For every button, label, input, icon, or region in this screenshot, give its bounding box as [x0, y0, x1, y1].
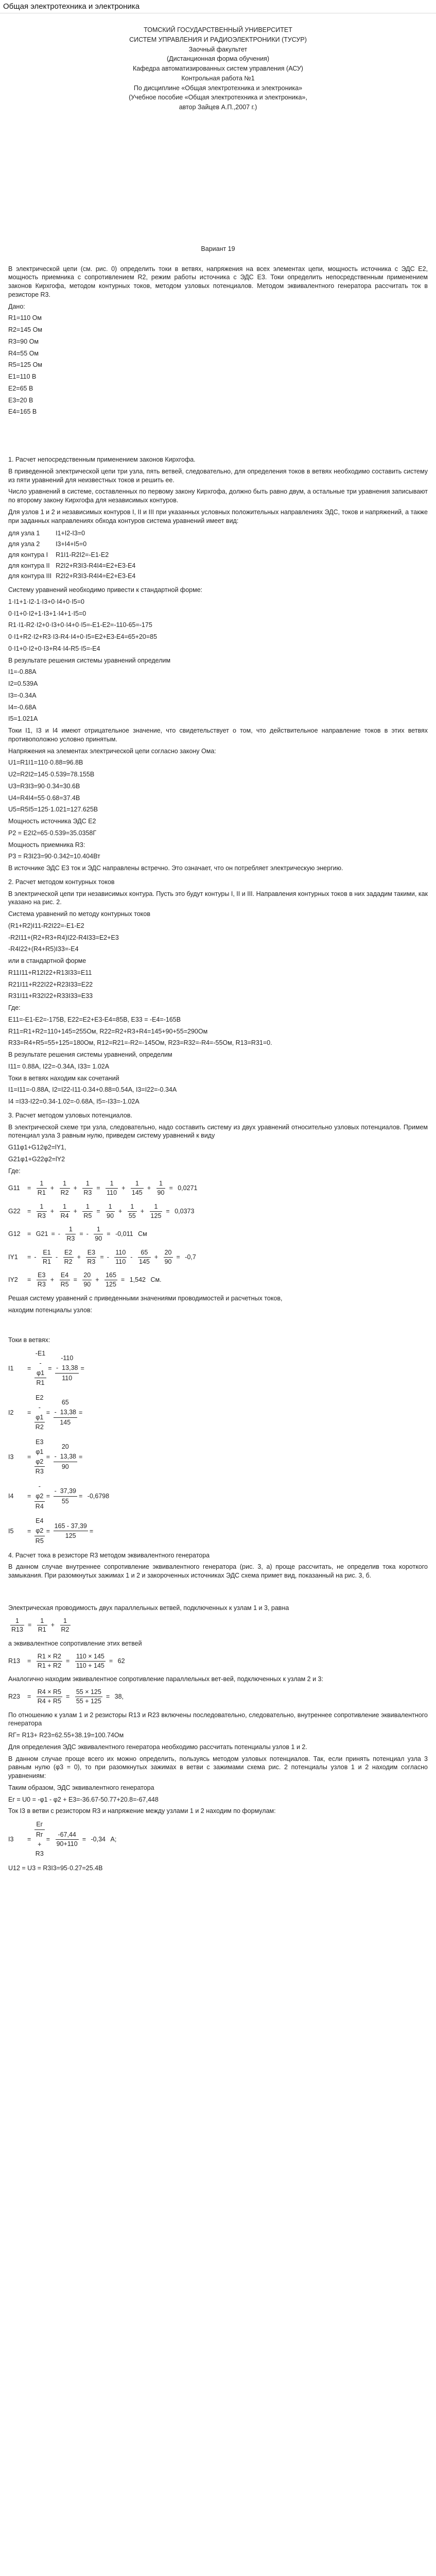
coefficients: R11=R1+R2=110+145=255Ом, R22=R2+R3+R4=145+90+55=290Ом [8, 1027, 208, 1035]
coefficients: R33=R4+R5=55+125=180Ом, R12=R21=-R2=-145Ом, R23=R32=-R4=-55Ом, R13=R31=0. [8, 1039, 272, 1047]
fraction: $\frac{1}{R13}$ [11, 1617, 23, 1634]
fraction: Eг Rг + R3 [35, 1821, 44, 1858]
equation-row [8, 571, 139, 582]
given-item: E2=65 В [8, 384, 33, 392]
formula-lhs: G12 [8, 1230, 21, 1238]
fraction: $\frac{1}{R5}$ [83, 1202, 92, 1219]
fraction: $\frac{1}{R4}$ [60, 1202, 69, 1219]
formula-lhs: G22 [8, 1207, 21, 1215]
result-value: I2=0.539A [8, 680, 38, 687]
header-line: ТОМСКИЙ ГОСУДАРСТВЕННЫЙ УНИВЕРСИТЕТ [144, 26, 292, 33]
fraction: $\frac{-67,44}{90+110}$ [56, 1831, 78, 1848]
equation: G21φ1+G22φ2=lY2 [8, 1155, 65, 1163]
fraction: $\frac{165}{125}$ [106, 1272, 116, 1288]
equation: R2I2+R3I3-R4I4=E2+E3-E4 [56, 562, 136, 569]
equation: (R1+R2)I11-R2I22=-E1-E2 [8, 922, 84, 929]
document-body [0, 13, 436, 1873]
formula-result: 38, [114, 1692, 124, 1700]
header-line: (Дистанционная форма обучения) [167, 55, 269, 63]
fraction: $\frac{E4}{R5}$ [60, 1272, 69, 1288]
formula-term: G21 [36, 1230, 48, 1238]
result-value: I5=1.021A [8, 715, 38, 723]
result-value: Eг = U0 = -φ1 - φ2 + E3=-36.67-50.77+20.8=-67,448 [8, 1795, 159, 1803]
given-item: R4=55 Ом [8, 349, 39, 357]
header-line: Контрольная работа №1 [181, 74, 255, 82]
equation: G11φ1+G12φ2=lY1, [8, 1144, 66, 1151]
given-item: E3=20 В [8, 396, 33, 404]
result-value: I1=I11=-0.88A, I2=I22-I11-0.34+0.88=0.54A, I3=I22=-0.34A [8, 1086, 177, 1094]
formula-lhs: G11 [8, 1184, 20, 1192]
equation-label: для контура I [8, 551, 48, 558]
formula-r13: R13 = $\frac{R1 \times R2}{R1 + R2}$ = $\frac{110 \times 145}{110 + 145}$ = 62 [8, 1652, 125, 1669]
header-line: Заочный факультет [188, 45, 248, 53]
formula-i2: I2 = E2 - φ1 R2 = 65 - 13,38 145 = [8, 1393, 428, 1432]
fraction: $\frac{1}{90}$ [157, 1180, 165, 1196]
formula-unit: A; [110, 1835, 117, 1843]
paragraph: Напряжения на элементах электрической цепи согласно закону Ома: [8, 747, 216, 755]
paragraph: Число уравнений в системе, составленных по первому закону Кирхгофа, должно быть равно двум, а остальные три уравнения записывают по второму закону Кирхгофа для независимых контуров. [8, 488, 428, 504]
formula-g22: G22 = $\frac{1}{R3}$ + $\frac{1}{R4}$ + $\frac{1}{R5}$ = $\frac{1}{90}$ + $\frac{1}{55}$ + $\frac{1}{125}$ = 0,0373 [8, 1202, 195, 1219]
paragraph: В результате решения системы уравнений определим [8, 656, 171, 664]
formula-unit: См [138, 1230, 147, 1238]
paragraph: Токи в ветвях: [8, 1336, 50, 1344]
equation-label: для контура III [8, 572, 52, 580]
paragraph: Токи I1, I3 и I4 имеют отрицательное значение, что свидетельствует о том, что действительное направление токов в этих ветвях противоположно условно принятым. [8, 727, 428, 743]
fraction: $\frac{E3}{R3}$ [87, 1248, 96, 1265]
fraction: -E1 - φ1 R1 [35, 1350, 46, 1387]
given-item: R1=110 Ом [8, 314, 42, 322]
formula-lhs: IY2 [8, 1276, 18, 1284]
equation-row [8, 550, 139, 561]
equation: 0·I1+0·I2+0·I3+R4·I4-R5·I5=-E4 [8, 645, 100, 652]
fraction: $\frac{1}{R1}$ [38, 1617, 46, 1634]
formula-lhs: R23 [8, 1692, 20, 1700]
given-item: R2=145 Ом [8, 326, 42, 333]
fraction: E2 - φ1 R2 [35, 1394, 44, 1431]
paragraph: Для узлов 1 и 2 и независимых контуров I, II и III при указанных условных положительных направлениях ЭДС, токов и напряжений, а также при заданных направлениях обхода контуров система уравнений имеет вид: [8, 508, 428, 524]
fraction: $\frac{65}{145}$ [138, 1248, 150, 1265]
equation: R21I11+R22I22+R23I33=E22 [8, 980, 93, 988]
equation: R31I11+R32I22+R33I33=E33 [8, 992, 93, 1000]
given-item: E1=110 В [8, 373, 37, 380]
fraction: $\frac{1}{110}$ [107, 1180, 117, 1196]
paragraph: Электрическая проводимость двух параллельных ветвей, подключенных к узлам 1 и 3, равна [8, 1604, 289, 1612]
formula-result: 0,0271 [178, 1184, 198, 1192]
coefficients: E11=-E1-E2=-175B, E22=E2+E3-E4=85B, E33 = -E4=-165B [8, 1015, 181, 1023]
fraction: $\frac{55 \times 125}{55 + 125}$ [76, 1688, 101, 1705]
paragraph: находим потенциалы узлов: [8, 1306, 93, 1314]
fraction: $\frac{1}{R3}$ [66, 1226, 75, 1242]
equation-row [8, 528, 139, 539]
section-title: 2. Расчет методом контурных токов [8, 878, 115, 886]
section-node-potentials [8, 1111, 428, 1546]
formula-lhs: I5 [8, 1527, 14, 1535]
voltage-value: U4=R4I4=55·0.68=37.4B [8, 794, 80, 802]
formula-i3: I3 = E3 φ1 φ2 R3 = 20 - 13,38 90 = [8, 1437, 428, 1477]
paragraph: Решая систему уравнений с приведенными значениями проводимостей и расчетных токов, [8, 1294, 283, 1302]
formula-result: -0,011 [115, 1230, 133, 1238]
title-page-header [8, 26, 428, 112]
paragraph: В данном случае проще всего их можно определить, пользуясь методом узловых потенциалов. Так, если принять потенциал узла 3 равным нулю (φ3 = 0), то при разомкнутых зажимах в ветви с зажимами схема рис. 2 потенциалы узлов 1 и 2 находим согласно уравнениям: [8, 1755, 428, 1780]
equation: 0·I1+0·I2+1·I3+1·I4+1·I5=0 [8, 609, 86, 617]
formula-r23: R23 = $\frac{R4 \times R5}{R4 + R5}$ = $\frac{55 \times 125}{55 + 125}$ = 38, [8, 1688, 124, 1705]
result-value: I11= 0.88A, I22=-0.34A, I33= 1.02A [8, 1062, 110, 1070]
given-item: R3=90 Ом [8, 337, 39, 345]
result-value: RГ= R13+ R23=62.55+38.19=100.74Ом [8, 1732, 124, 1739]
paragraph: или в стандартной форме [8, 957, 86, 964]
formula-lhs: IY1 [8, 1253, 18, 1261]
formula-result: 62 [117, 1657, 125, 1665]
section-equivalent-generator [8, 1551, 428, 1873]
formula-lhs: I4 [8, 1493, 14, 1500]
voltage-value: U1=R1I1=110·0.88=96.8B [8, 759, 83, 767]
paragraph: В результате решения системы уравнений, определим [8, 1051, 172, 1058]
fraction: $\frac{110 \times 145}{110 + 145}$ [76, 1652, 104, 1669]
fraction: $\frac{R1 \times R2}{R1 + R2}$ [37, 1652, 62, 1669]
formula-g12: G12 = G21 = - $\frac{1}{R3}$ = - $\frac{1}{90}$ = -0,011 См [8, 1226, 147, 1242]
voltage-value: U2=R2I2=145·0.539=78.155B [8, 771, 95, 778]
equation-row [8, 561, 139, 571]
equation: R11I11+R12I22+R13I33=E11 [8, 969, 92, 976]
section-kirchhoff [8, 455, 428, 873]
fraction: $\frac{1}{145}$ [131, 1180, 143, 1196]
fraction: $\frac{110}{110}$ [115, 1248, 126, 1265]
paragraph: В данном случае внутреннее сопротивление эквивалентного генератора (рис. 3, а) проще рассчитать, не определив тока короткого замыкания. При разомкнутых зажимах 1 и 2 и закороченных источниках ЭДС схема примет вид, показанный на рис. 3, б. [8, 1563, 428, 1579]
header-line: СИСТЕМ УПРАВЛЕНИЯ И РАДИОЭЛЕКТРОНИКИ (ТУСУР) [129, 36, 307, 43]
equation: -R4I22+(R4+R5)I33=-E4 [8, 945, 79, 953]
formula-result: 0,0373 [175, 1207, 195, 1215]
formula-result: 1,542 [129, 1276, 146, 1284]
paragraph: Ток I3 в ветви с резистором R3 и напряжение между узлами 1 и 2 находим по формулам: [8, 1807, 276, 1815]
formula-unit: См. [150, 1276, 162, 1284]
result-value: U12 = U3 = R3I3=95·0.27=25.4B [8, 1865, 103, 1872]
result-value: I3=-0.34A [8, 691, 37, 699]
paragraph: Систему уравнений необходимо привести к стандартной форме: [8, 586, 203, 594]
fraction: $\frac{1}{R1}$ [37, 1180, 46, 1196]
formula-lhs: I1 [8, 1364, 14, 1372]
formula-lhs: I2 [8, 1409, 14, 1416]
fraction: 65 - 13,38 145 [54, 1399, 76, 1426]
equation: R1·I1-R2·I2+0·I3+0·I4+0·I5=-E1-E2=-110-65=-175 [8, 621, 152, 629]
result-value: I4 =I33-I22=0.34-1.02=-0.68A, I5=-I33=-1.02A [8, 1098, 139, 1105]
fraction: $\frac{1}{R2}$ [61, 1617, 69, 1634]
result-value: I4=-0.68A [8, 703, 37, 711]
fraction: $\frac{E2}{R2}$ [64, 1248, 73, 1265]
formula-lhs: R13 [8, 1657, 20, 1665]
formula-lhs: I3 [8, 1835, 14, 1843]
equation-row [8, 539, 139, 550]
section-title: 1. Расчет непосредственным применением законов Кирхгофа. [8, 456, 196, 463]
paragraph: Где: [8, 1004, 21, 1011]
given-item: R5=125 Ом [8, 361, 42, 369]
page-title: Общая электротехника и электроника [0, 0, 436, 13]
fraction: $\frac{1}{125}$ [150, 1202, 162, 1219]
equation: I3+I4+I5=0 [56, 540, 87, 548]
fraction: $\frac{20}{90}$ [164, 1248, 172, 1265]
fraction: $\frac{1}{R3}$ [83, 1180, 92, 1196]
paragraph: В источнике ЭДС Е3 ток и ЭДС направлены встречно. Это означает, что он потребляет электрическую энергию. [8, 865, 343, 872]
fraction: $\frac{E1}{R1}$ [42, 1248, 51, 1265]
equation: I1+I2-I3=0 [56, 530, 85, 537]
fraction: $\frac{1}{90}$ [95, 1226, 102, 1242]
equation-label: для узла 2 [8, 540, 40, 548]
given-label: Дано: [8, 302, 25, 310]
header-line: Кафедра автоматизированных систем управления (АСУ) [133, 65, 303, 72]
paragraph: В электрической схеме три узла, следовательно, надо составить систему из двух уравнений относительно узловых потенциалов. Примем потенциал узла 3 равным нулю, приведем систему уравнений к виду [8, 1123, 428, 1140]
fraction: $\frac{1}{R3}$ [37, 1202, 46, 1219]
voltage-value: U5=R5I5=125·1.021=127.625B [8, 806, 98, 814]
given-list [8, 314, 428, 416]
paragraph: Аналогично находим эквивалентное сопротивление параллельных вет-вей, подключенных к узлам 2 и 3: [8, 1675, 323, 1683]
blank-space [8, 1317, 428, 1336]
equation: R2I2+R3I3-R4I4=E2+E3-E4 [56, 572, 136, 580]
voltage-value: U3=R3I3=90·0.34=30.6B [8, 782, 80, 790]
equation-label: для контура II [8, 562, 50, 569]
equation-system [8, 528, 139, 582]
equation-label: для узла 1 [8, 530, 40, 537]
power-value: P2 = E2I2=65·0.539=35.0358Г [8, 829, 97, 837]
formula-lhs: I3 [8, 1453, 14, 1461]
header-line: По дисциплине «Общая электротехника и электроника» [133, 84, 303, 92]
variant-heading: Вариант 19 [201, 245, 235, 252]
fraction: - φ2 R4 [35, 1483, 44, 1510]
formula-i4: I4 = - φ2 R4 = $\frac{- 37,39}{55}$ = -0,6798 [8, 1482, 428, 1511]
task-statement: В электрической цепи (см. рис. 0) определить токи в ветвях, напряжения на всех элементах цепи, мощность источника с ЭДС Е2, мощность приемника с сопротивлением R2, режим работы источника с ЭДС Е3. Токи определить непосредственным применением законов Кирхгофа, методом контурных токов, методом узловых потенциалов. Методом эквивалентного генератора рассчитать ток в резисторе R3. [8, 265, 428, 298]
fraction: $\frac{20}{90}$ [83, 1272, 91, 1288]
fraction: $\frac{1}{90}$ [107, 1202, 114, 1219]
formula-result: -0,6798 [87, 1493, 110, 1500]
result-value: I1=-0.88A [8, 668, 37, 676]
fraction: $\frac{- 37,39}{55}$ [54, 1487, 76, 1505]
formula-i1: I1 = -E1 - φ1 R1 = -110 - 13,38 110 = [8, 1349, 428, 1388]
paragraph: Мощность источника ЭДС Е2 [8, 818, 96, 825]
paragraph: Мощность приемника R3: [8, 841, 85, 849]
title-page-spacer [8, 113, 428, 242]
paragraph: В электрической цепи три независимых контура. Пусть это будут контуры I, II и III. Направления контурных токов в них зададим такими, как указано на рис. 2. [8, 890, 428, 906]
formula-g11: G11 = $\frac{1}{R1}$ + $\frac{1}{R2}$ + $\frac{1}{R3}$ = $\frac{1}{110}$ + $\frac{1}{145}$ + $\frac{1}{90}$ = 0,0271 [8, 1180, 198, 1196]
paragraph: Система уравнений по методу контурных токов [8, 910, 151, 918]
formula-result: -0,34 [91, 1835, 106, 1843]
formula-iy2: IY2 = $\frac{E3}{R3}$ + $\frac{E4}{R5}$ = $\frac{20}{90}$ + $\frac{165}{125}$ = 1,542 См. [8, 1272, 162, 1288]
section-title: 3. Расчет методом узловых потенциалов. [8, 1111, 132, 1119]
fraction: $\frac{165 - 37,39}{125}$ [54, 1522, 87, 1540]
equation: 1·I1+1·I2-1·I3+0·I4+0·I5=0 [8, 598, 85, 605]
formula-iy1: IY1 = - $\frac{E1}{R1}$ - $\frac{E2}{R2}$ + $\frac{E3}{R3}$ = - $\frac{110}{110}$ - $\frac{65}{145}$ + $\frac{20}{90}$ = -0,7 [8, 1248, 196, 1265]
paragraph: Где: [8, 1167, 21, 1175]
paragraph: В приведенной электрической цепи три узла, пять ветвей, следовательно, для определения токов в ветвях необходимо составить систему из пяти уравнений для неизвестных токов и решить ее. [8, 467, 428, 484]
paragraph: Для определения ЭДС эквивалентного генератора необходимо рассчитать потенциалы узлов 1 и 2. [8, 1743, 307, 1751]
equation: -R2I11+(R2+R3+R4)I22-R4I33=E2+E3 [8, 934, 119, 941]
figure-spacer [8, 1583, 428, 1604]
header-line: автор Зайцев А.П.,2007 г.) [179, 104, 257, 111]
formula-i3-equivalent: I3 = Eг Rг + R3 = $\frac{-67,44}{90+110}$ = -0,34 A; [8, 1820, 428, 1859]
power-value: P3 = R3I23=90·0.342=10.404Вт [8, 853, 100, 860]
fraction: $\frac{1}{55}$ [128, 1202, 136, 1219]
given-item: E4=165 В [8, 408, 37, 416]
fraction: 20 - 13,38 90 [54, 1443, 76, 1470]
section-title: 4. Расчет тока в резисторе R3 методом эквивалентного генератора [8, 1551, 210, 1559]
equation: 0·I1+R2·I2+R3·I3-R4·I4+0·I5=E2+E3-E4=65+20=85 [8, 633, 158, 640]
header-line: (Учебное пособие «Общая электротехника и электроника», [129, 94, 307, 101]
fraction: E3 φ1 φ2 R3 [35, 1438, 44, 1476]
fraction: -110 - 13,38 110 [56, 1354, 78, 1382]
fraction: $\frac{1}{R2}$ [60, 1180, 69, 1196]
paragraph: а эквивалентное сопротивление этих ветвей [8, 1640, 142, 1647]
fraction: E4 φ2 R5 [35, 1517, 44, 1545]
figure-spacer [8, 419, 428, 450]
formula-r13-conductance: $\frac{1}{R13}$ = $\frac{1}{R1}$ + $\frac{1}{R2}$ [11, 1617, 69, 1634]
fraction: $\frac{E3}{R3}$ [37, 1272, 46, 1288]
paragraph: По отношению к узлам 1 и 2 резисторы R13 и R23 включены последовательно, следовательно, внутреннее сопротивление эквивалентного генератора [8, 1711, 428, 1727]
fraction: $\frac{R4 \times R5}{R4 + R5}$ [37, 1688, 62, 1705]
formula-i5: I5 = E4 φ2 R5 = $\frac{165 - 37,39}{125}$ = [8, 1516, 428, 1546]
paragraph: Токи в ветвях находим как сочетаний [8, 1074, 119, 1082]
section-loop-currents [8, 878, 428, 1106]
equation: R1I1-R2I2=-E1-E2 [56, 551, 109, 558]
paragraph: Таким образом, ЭДС эквивалентного генератора [8, 1784, 154, 1791]
formula-result: -0,7 [185, 1253, 196, 1261]
